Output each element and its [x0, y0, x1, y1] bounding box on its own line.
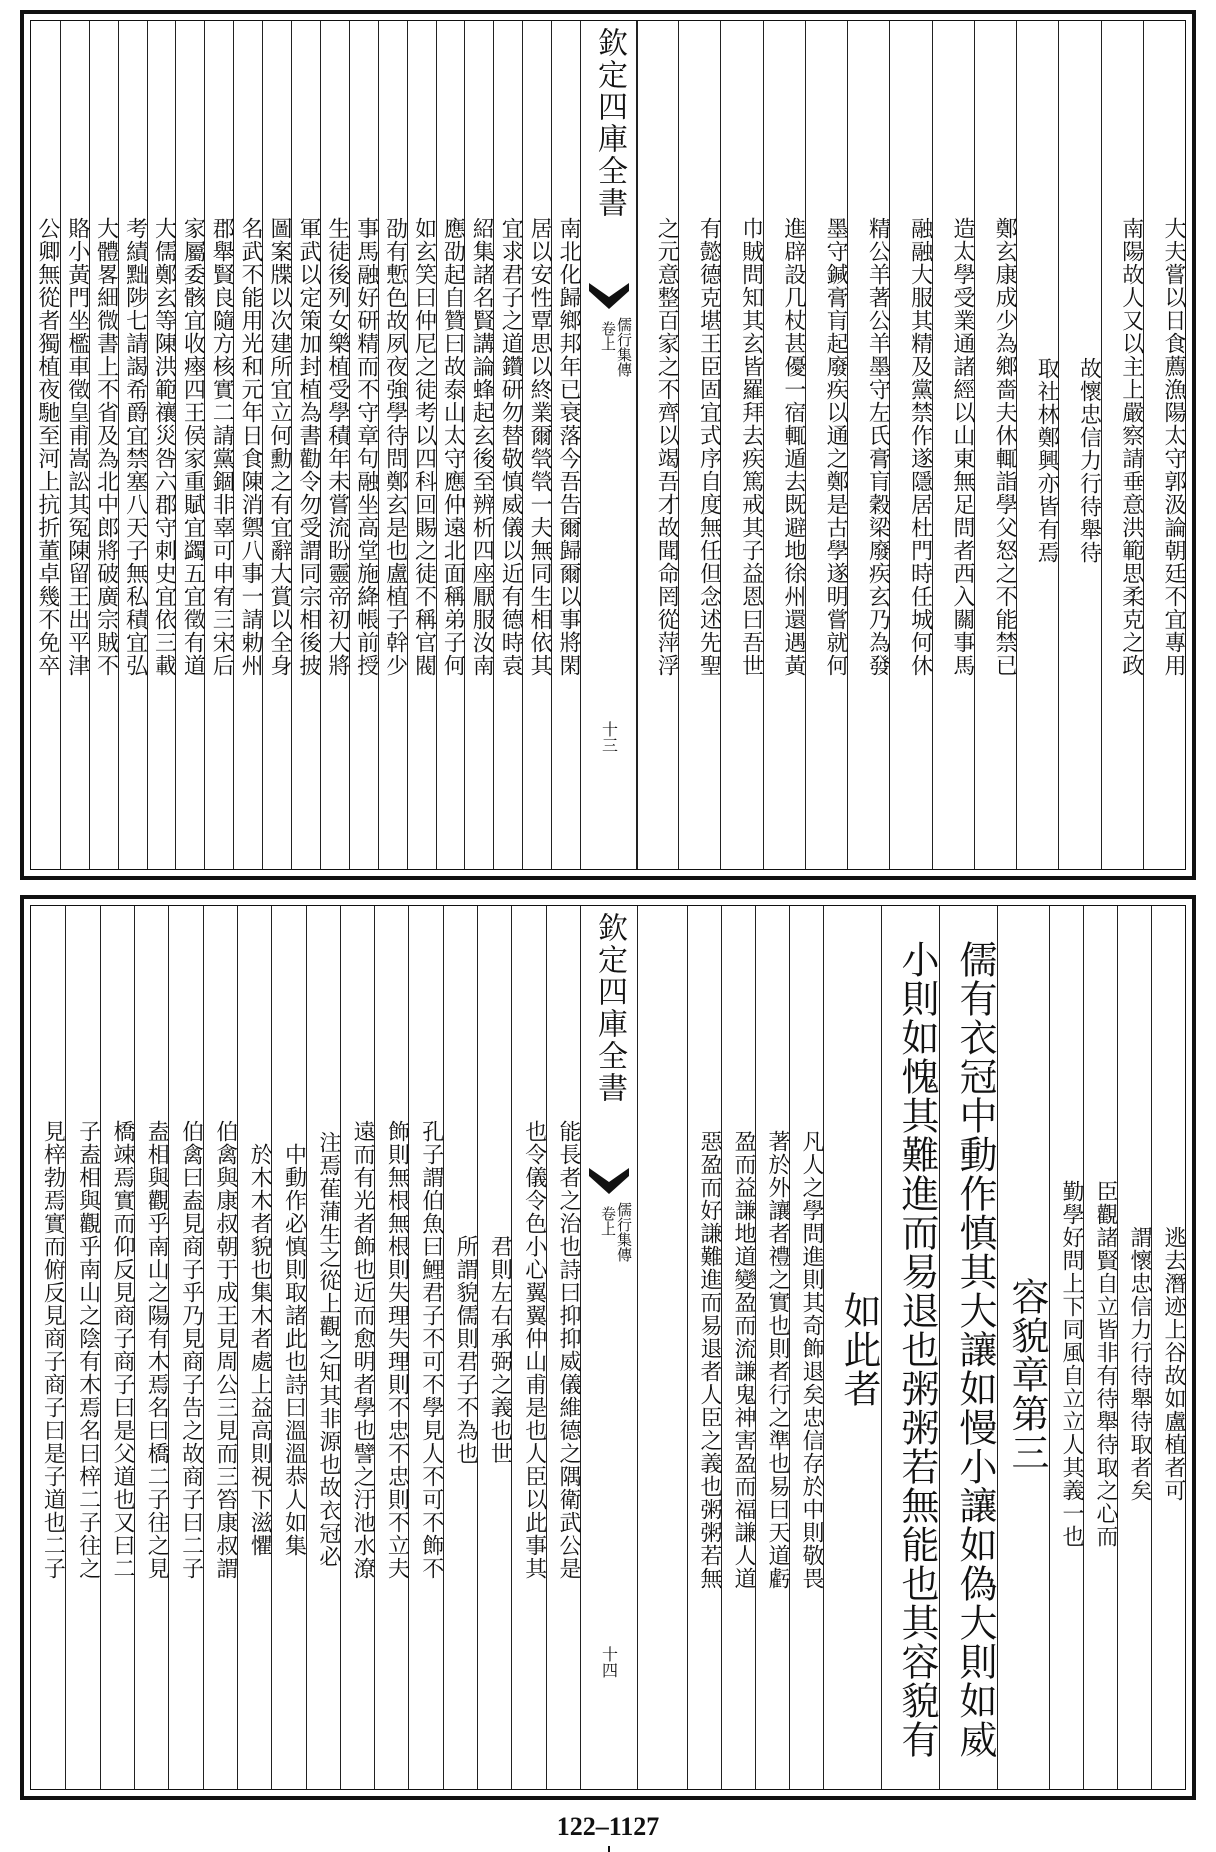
- text-column: [271, 906, 306, 1789]
- column-text: 墨守鍼膏肓起廢疾以通之鄭是古學遂明嘗就何: [823, 217, 849, 677]
- page-number: 十四: [599, 1646, 619, 1678]
- text-column: [262, 21, 292, 869]
- text-column: [31, 21, 60, 869]
- column-text: 居以安性覃思以終業爾煢煢一夫無同生相依其: [527, 217, 553, 677]
- text-column: [349, 21, 379, 869]
- text-column: [1049, 906, 1084, 1789]
- column-text: 儒有衣冠中動作慎其大讓如慢小讓如偽大則如威: [953, 940, 997, 1759]
- column-text: 子盍相與觀乎南山之陰有木焉名曰梓二子往之: [75, 1119, 101, 1580]
- column-text: 造太學受業通諸經以山東無足問者西入關事馬: [949, 217, 975, 677]
- column-text: 宜求君子之道鑽研勿替敬慎威儀以近有德時袁: [498, 217, 524, 677]
- column-text: 軍武以定策加封植為書勸令勿受謂同宗相後披: [295, 217, 321, 677]
- column-text: 孔子謂伯魚曰鯉君子不可不學見人不可不飾不: [418, 1119, 444, 1580]
- text-column: [31, 906, 65, 1789]
- column-text: 考績黜陟七請謁希爵宜禁塞八天子無私積宜弘: [122, 217, 148, 677]
- page-number: 十三: [599, 721, 619, 753]
- text-column: [763, 21, 806, 869]
- text-column: [1143, 21, 1186, 869]
- footer-page-code: 122–1127: [556, 1812, 660, 1841]
- fishtail-ornament: [589, 1168, 629, 1196]
- text-column: [477, 906, 512, 1789]
- bottom-page-frame: [30, 905, 1186, 1790]
- footer-tick: [608, 1846, 610, 1852]
- text-column: [175, 21, 205, 869]
- column-text: 盈而益謙地道變盈而流謙鬼神害盈而福謙人道: [731, 1129, 756, 1590]
- text-column: [340, 906, 375, 1789]
- column-text: 遠而有光者飾也近而愈明者學也譬之汙池水潦: [350, 1119, 376, 1580]
- column-text: 劭有慙色故夙夜強學待問鄭玄是也盧植子幹少: [382, 217, 408, 677]
- page-footer: [0, 1812, 1216, 1842]
- text-column: [100, 906, 135, 1789]
- text-column: [378, 21, 408, 869]
- bottom-page: [20, 895, 1196, 1800]
- text-column: [522, 21, 552, 869]
- book-subtitle: 儒行集傳: [615, 317, 633, 377]
- column-text: 惡盈而好謙難進而易退者人臣之義也粥粥若無: [697, 1129, 722, 1590]
- column-text: 中動作必慎則取諸此也詩曰溫溫恭人如集: [281, 1142, 307, 1557]
- center-margin: [580, 21, 638, 869]
- column-text: 應劭起自贊曰故泰山太守應仲遠北面稱弟子何: [440, 217, 466, 677]
- center-margin: [580, 906, 638, 1789]
- column-text: 見梓勃焉實而俯反見商子商子曰是子道也二子: [40, 1119, 66, 1580]
- column-text: 紹集諸名賢講論蜂起玄後至辨析四座厭服汝南: [469, 217, 495, 677]
- column-text: 如玄笑曰仲尼之徒考以四科回賜之徒不稱官閥: [411, 217, 437, 677]
- column-text: 生徒後列女樂植受學積年未嘗流盼靈帝初大將: [324, 217, 350, 677]
- column-text: 謂懷忠信力行待舉待取者矣: [1127, 1225, 1152, 1502]
- text-column: [687, 906, 722, 1789]
- column-text: 伯禽曰盍見商子乎乃見商子告之故商子曰二子: [178, 1119, 204, 1580]
- text-column: [168, 906, 203, 1789]
- text-column: [823, 906, 882, 1789]
- text-column: [65, 906, 100, 1789]
- column-text: 大夫嘗以日食薦漁陽太守郭汲論朝廷不宜專用: [1160, 217, 1186, 677]
- text-column: [306, 906, 341, 1789]
- text-column: [932, 21, 975, 869]
- text-column: [464, 21, 494, 869]
- text-column: [1083, 906, 1118, 1789]
- book-subtitle: 儒行集傳: [615, 1202, 633, 1262]
- column-text: 取社林鄭興亦皆有焉: [1034, 356, 1060, 564]
- text-column: [1058, 21, 1101, 869]
- column-text: 君則左右承弼之義也世: [487, 1234, 513, 1465]
- column-text: 南陽故人又以主上嚴察請垂意洪範思柔克之政: [1118, 217, 1144, 677]
- text-column: [443, 906, 478, 1789]
- column-text: 容貌章第三: [1005, 1277, 1049, 1472]
- text-column: [233, 21, 263, 869]
- column-text: 圖案牒以次建所宜立何勳之有宜辭大賞以全身: [267, 217, 293, 677]
- juan-label: 卷上: [599, 321, 617, 351]
- text-column: [1117, 906, 1152, 1789]
- column-text: 融融大服其精及黨禁作遂隱居杜門時任城何休: [907, 217, 933, 677]
- column-text: 名武不能用光和元年日食陳消禦八事一請勅州: [238, 217, 264, 677]
- column-text: 勤學好問上下同風自立立人其義一也: [1059, 1179, 1084, 1548]
- column-text: 事馬融好研精而不守章句融坐高堂施絳帳前授: [353, 217, 379, 677]
- column-text: 能長者之治也詩曰抑抑威儀維德之隅衛武公是: [556, 1119, 581, 1580]
- column-text: 進辟設几杖甚優一宿輒遁去既避地徐州還遇黃: [780, 217, 806, 677]
- text-column: [720, 21, 763, 869]
- text-column: [118, 21, 148, 869]
- column-text: 大儒鄭玄等陳洪範禳災咎六郡守刺史宜依三載: [151, 217, 177, 677]
- text-column: [721, 906, 756, 1789]
- text-column: [511, 906, 546, 1789]
- text-column: [320, 21, 350, 869]
- text-column: [636, 21, 679, 869]
- text-column: [974, 21, 1017, 869]
- column-text: 家屬委骸宜收瘞四王侯家重賦宜蠲五宜徵有道: [180, 217, 206, 677]
- column-text: 逃去潛迹上谷故如盧植者可: [1161, 1225, 1186, 1502]
- column-text: 橋竦焉實而仰反見商子商子曰是父道也又曰二: [109, 1119, 135, 1580]
- column-text: 著於外讓者禮之實也則者行之準也易曰天道虧: [765, 1129, 790, 1590]
- text-column: [881, 906, 940, 1789]
- text-column: [237, 906, 272, 1789]
- text-column: [889, 21, 932, 869]
- text-column: [203, 906, 238, 1789]
- column-text: 南北化歸鄉邦年已衰落今吾告爾歸爾以事將閑: [555, 217, 581, 677]
- column-text: 郡舉賢良隨方核實二請黨錮非辜可申宥三宋后: [209, 217, 235, 677]
- column-text: 之元意整百家之不齊以竭吾才故聞命罔從萍浮: [654, 217, 680, 677]
- text-column: [147, 21, 177, 869]
- column-text: 大體畧細微書上不省及為北中郎將破廣宗賊不: [93, 217, 119, 677]
- column-text: 公卿無從者獨植夜馳至河上抗折董卓幾不免卒: [34, 217, 60, 677]
- text-column: [493, 21, 523, 869]
- column-text: 鄭玄康成少為鄉嗇夫休輒詣學父怒之不能禁已: [992, 217, 1018, 677]
- column-text: 如此者: [837, 1291, 881, 1408]
- text-column: [551, 21, 581, 869]
- column-text: 巾賊問知其玄皆羅拜去疾篤戒其子益恩曰吾世: [738, 217, 764, 677]
- text-column: [847, 21, 890, 869]
- text-column: [204, 21, 234, 869]
- column-text: 飾則無根無根則失理失理則不忠不忠則不立夫: [384, 1119, 410, 1580]
- book-title: 欽定四庫全書: [592, 27, 627, 219]
- column-text: 凡人之學問進則其奇飾退矣忠信存於中則敬畏: [799, 1129, 824, 1590]
- text-column: [60, 21, 90, 869]
- text-column: [374, 906, 409, 1789]
- text-column: [1151, 906, 1186, 1789]
- text-column: [89, 21, 119, 869]
- text-column: [939, 906, 998, 1789]
- column-text: 所謂貌儒則君子不為也: [453, 1234, 479, 1465]
- text-column: [408, 906, 443, 1789]
- text-column: [407, 21, 437, 869]
- column-text: 也令儀令色小心翼翼仲山甫是也人臣以此事其: [521, 1119, 547, 1580]
- column-text: 賂小黃門坐檻車徵皇甫嵩訟其冤陳留王出平津: [64, 217, 90, 677]
- column-text: 盍相與觀乎南山之陽有木焉名曰橋二子往之見: [144, 1119, 170, 1580]
- text-column: [678, 21, 721, 869]
- text-column: [1101, 21, 1144, 869]
- juan-label: 卷上: [599, 1206, 617, 1236]
- fishtail-ornament: [589, 283, 629, 311]
- column-text: 小則如愧其難進而易退也粥粥若無能也其容貌有: [895, 940, 939, 1759]
- text-column: [805, 21, 848, 869]
- column-text: 伯禽與康叔朝于成王見周公三見而三笞康叔謂: [212, 1119, 238, 1580]
- column-text: 精公羊著公羊墨守左氏膏肓穀梁廢疾玄乃為發: [865, 217, 891, 677]
- text-column: [546, 906, 581, 1789]
- column-text: 注焉萑蒲生之從上觀之知其非源也故衣冠必: [315, 1131, 341, 1568]
- column-text: 臣觀諸賢自立皆非有待舉待取之心而: [1093, 1179, 1118, 1548]
- text-column: [134, 906, 169, 1789]
- text-column: [755, 906, 790, 1789]
- column-text: 於木木者貌也集木者處上益高則視下滋懼: [247, 1142, 273, 1557]
- top-page-frame: [30, 20, 1186, 870]
- column-text: 有懿德克堪王臣固宜式序自度無任但念述先聖: [696, 217, 722, 677]
- column-text: 故懷忠信力行待舉待: [1076, 356, 1102, 564]
- text-column: [997, 906, 1050, 1789]
- text-column: [1016, 21, 1059, 869]
- book-title: 欽定四庫全書: [592, 912, 627, 1104]
- text-column: [436, 21, 466, 869]
- text-column: [789, 906, 824, 1789]
- text-column: [291, 21, 321, 869]
- top-page: [20, 10, 1196, 880]
